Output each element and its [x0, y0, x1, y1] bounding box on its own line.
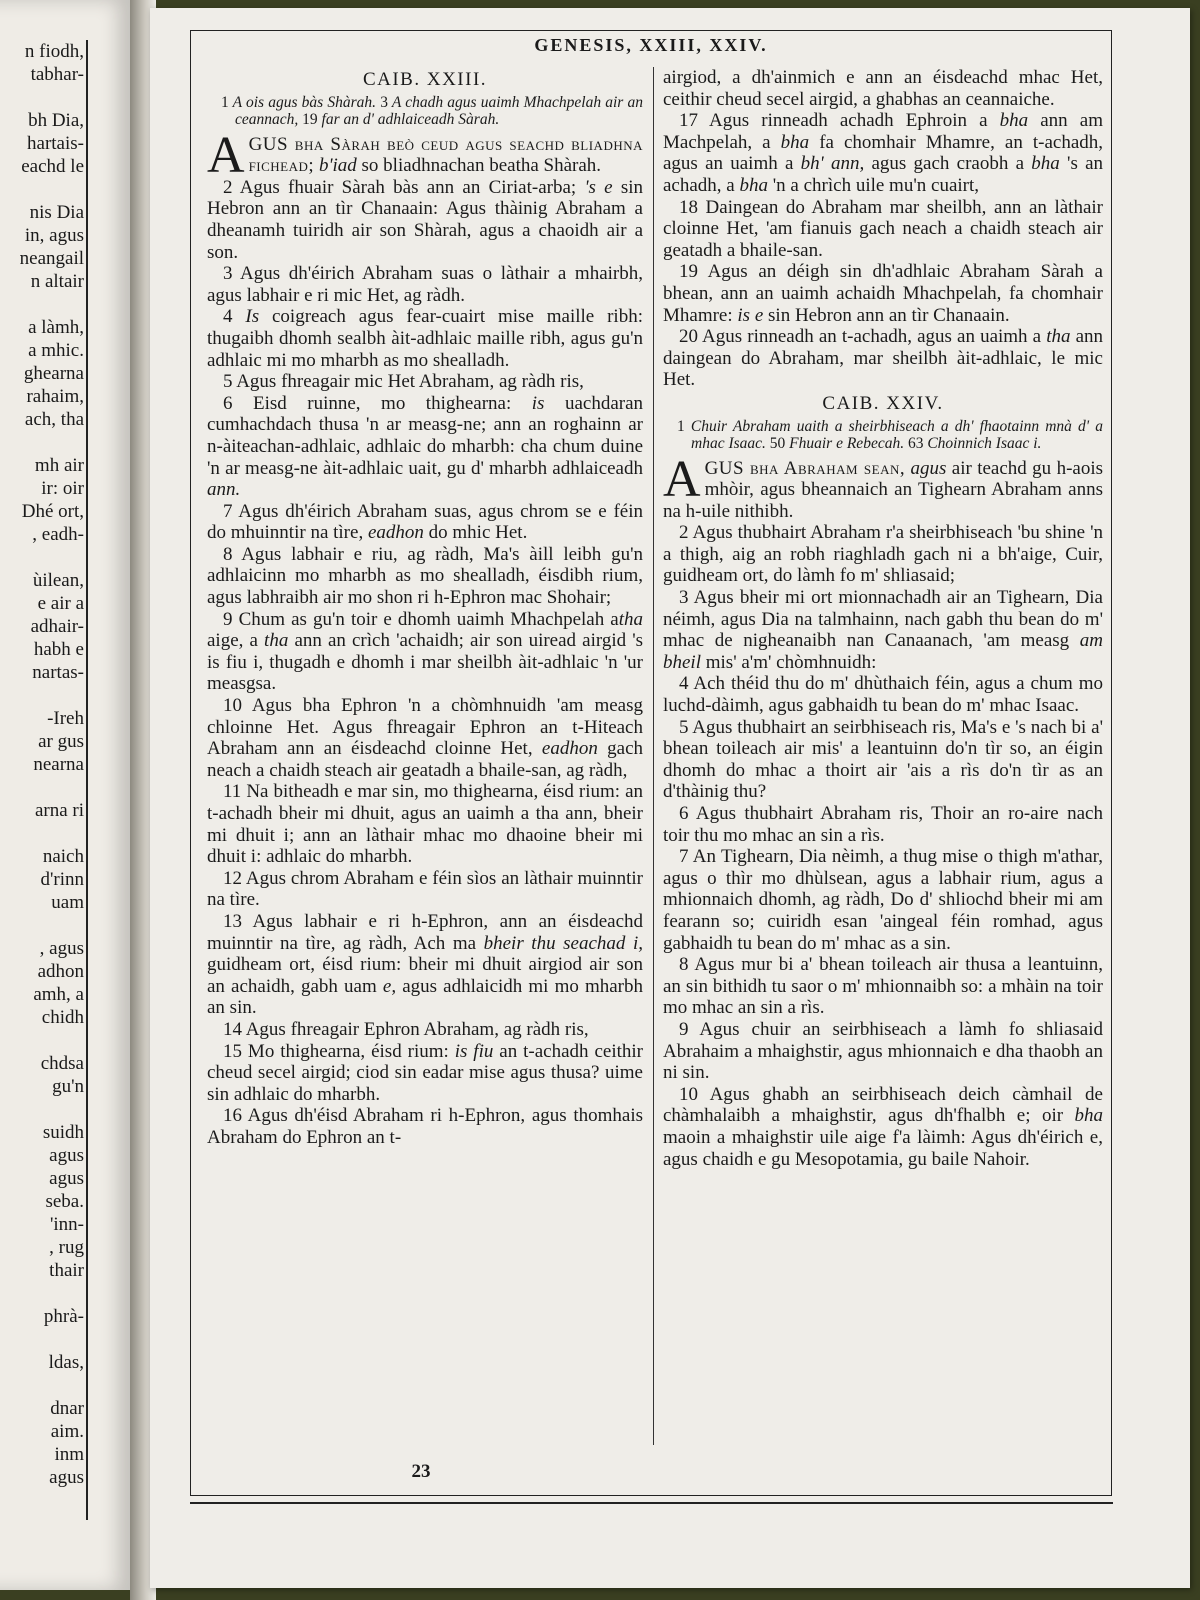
left-page-line: bh Dia,: [28, 110, 84, 131]
verse: 6 Agus thubhairt Abraham ris, Thoir an ro-aire nach toir thu mo mhac an sin a rìs.: [663, 803, 1103, 846]
left-page-line: agus: [49, 1168, 84, 1189]
verse: 9 Agus chuir an seirbhiseach a làmh fo shliasaid Abrahaim a mhaighstir, agus mhionnaich e dha thaobh an ni sin.: [663, 1018, 1103, 1084]
verse: 18 Daingean do Abraham mar sheilbh, ann an làthair cloinne Het, 'am fianuis gach neach a chaidh steach air geatadh a bhaile-san.: [663, 196, 1103, 261]
chapter-heading: CAIB. XXIII.: [362, 69, 488, 90]
left-page-line: chidh: [41, 1007, 84, 1028]
left-page-line: rahaim,: [26, 386, 84, 407]
left-page-line: n fiodh,: [24, 41, 84, 62]
left-page-line: mh air: [34, 455, 84, 476]
right-page: [150, 8, 1190, 1588]
left-page-line: [0, 914, 84, 937]
left-page-line: ar gus: [38, 731, 84, 752]
left-page-line: a làmh,: [28, 317, 84, 338]
left-page-line: suidh: [42, 1122, 84, 1143]
left-page-line: adhon: [37, 961, 84, 982]
verse: 13 Agus labhair e ri h-Ephron, ann an éisdeachd muinntir na tìre, ag ràdh, Ach ma bheir thu seachad i, guidheam ort, éisd rium: bheir mi dhuit airgiod air son an achaidh, gabh uam e, agus adhlaicidh mi mo mharbh an sin.: [207, 910, 644, 1019]
left-page-line: chdsa: [40, 1053, 84, 1074]
verse: 7 Agus dh'éirich Abraham suas, agus chrom se e féin do mhuinntir na tìre, eadhon do mhic Het.: [207, 500, 643, 544]
left-page-line: , eadh-: [32, 524, 84, 545]
verse: 4 Is coigreach agus fear-cuairt mise maille ribh: thugaibh dhomh sealbh àit-adhlaic maille ribh, agus gu'n adhlaic mi mo mharbh as mo shealladh.: [207, 306, 643, 371]
column-divider: [653, 67, 654, 1445]
verse: 20 Agus rinneadh an t-achadh, agus an uaimh a tha ann daingean do Abraham, mar sheilbh àit-adhlaic, le mic Het.: [663, 326, 1104, 391]
left-page-line: -Ireh: [47, 708, 84, 729]
chapter-summary: 1 Chuir Abraham uaith a sheirbhiseach a dh' fhaotainn mnà d' a mhac Isaac. 50 Fhuair e Rebecah. 63 Choinnich Isaac i.: [677, 417, 1104, 452]
verse: 4 Ach théid thu do m' dhùthaich féin, agus a chum mo luchd-dàimh, agus gabhaidh tu bean do m' mhac Isaac.: [663, 673, 1103, 717]
drop-cap: A: [207, 126, 245, 184]
left-page-line: agus: [49, 1145, 84, 1166]
verse: 6 Eisd ruinne, mo thighearna: is uachdaran cumhachdach thusa 'n ar measg-ne; ann an roghainn ar n-àiteachan-adhlaic, adhlaic do mharbh: cha chum duine 'n ar measg-ne àit-adhlaic uait, gu d' mharbh adhlaiceadh ann.: [207, 392, 644, 501]
left-page-line: , agus: [39, 938, 84, 959]
left-page-line: tabhar-: [30, 64, 84, 85]
left-page-line: dnar: [50, 1398, 84, 1419]
left-page: [0, 0, 133, 1590]
left-page-line: naich: [42, 846, 84, 867]
left-page-line: [0, 776, 84, 799]
left-page-line: d'rinn: [40, 869, 84, 890]
left-page-line: [0, 1029, 84, 1052]
left-page-line: adhair-: [30, 616, 84, 637]
verse: 5 Agus fhreagair mic Het Abraham, ag ràdh ris,: [223, 371, 584, 393]
left-page-line: ùilean,: [32, 570, 84, 591]
left-page-line: a mhic.: [28, 340, 84, 361]
chapter-heading: CAIB. XXIV.: [822, 392, 944, 414]
verse: 7 An Tighearn, Dia nèimh, a thug mise o thigh m'athar, agus o thìr mo dhùlsean, agus a labhair rium, agus a mhionnaich dhomh, ag ràdh, Do d' shliochd bheir mi am fearann so; cuiridh esan 'aingeal féin romhad, agus gabhaidh tu bean do m' mhac as a sin.: [663, 846, 1103, 954]
left-page-line: ir: oir: [41, 478, 84, 499]
running-head: GENESIS, XXIII, XXIV.: [534, 35, 768, 55]
left-page-line: hartais-: [27, 133, 84, 154]
left-page-line: [0, 1098, 84, 1121]
verse: AGUS bha Abraham sean, agus air teachd gu h-aois mhòir, agus bheannaich an Tighearn Abraham anns na h-uile nithibh.: [663, 450, 1103, 522]
verse-continuation: airgiod, a dh'ainmich e ann an éisdeachd mhac Het, ceithir cheud secel airgid, a ghabhas an ceannaiche.: [663, 67, 1103, 110]
left-page-line: , rug: [49, 1237, 84, 1258]
verse: 9 Chum as gu'n toir e dhomh uaimh Mhachpelah atha aige, a tha ann an crìch 'achaidh; air son uiread airgid 's is fiu i, thugadh e dhomh i mar sheilbh àit-adhlaic 'n 'ur measgsa.: [207, 608, 644, 695]
left-page-line: ldas,: [48, 1352, 84, 1373]
left-column: [207, 67, 643, 1149]
left-page-line: aim.: [50, 1421, 84, 1442]
left-page-line: eachd le: [21, 156, 84, 177]
left-page-line: [0, 293, 84, 316]
verse: 11 Na bitheadh e mar sin, mo thighearna, éisd rium: an t-achadh bheir mi dhuit, agus an uaimh a tha ann, bheir mi dhuit i; ann an làthair mhac mo dhaoine bheir mi dhuit i: adhlaic do mharbh.: [207, 781, 643, 868]
left-page-line: [0, 86, 84, 109]
left-page-line: seba.: [45, 1191, 84, 1212]
verse: 2 Agus thubhairt Abraham r'a sheirbhiseach 'bu shine 'n a thigh, aig an robh riaghladh gach ni a bh'aige, Cuir, guidheam ort, do làmh fo m' shliasaid;: [663, 522, 1103, 587]
verse: 3 Agus bheir mi ort mionnachadh air an Tighearn, Dia néimh, agus Dia na talmhainn, nach gabh thu bean do m' mhac de nigheanaibh nan Canaanach, 'am measg am bheil mis' a'm' chòmhnuidh:: [663, 587, 1103, 673]
verse: 8 Agus labhair e riu, ag ràdh, Ma's àill leibh gu'n adhlaicinn mo mharbh as mo shealladh, éisdibh rium, agus labhraibh air mo shon ri h-Ephron mac Shohair;: [207, 543, 643, 609]
left-page-line: e air a: [37, 593, 84, 614]
left-page-line: neangail: [19, 248, 84, 269]
verse: 10 Agus ghabh an seirbhiseach deich càmhail de chàmhalaibh a mhaighstir, agus dh'fhalbh e; oir bha maoin a mhaighstir uile aige f'a làimh: Agus dh'éirich e, agus chaidh e gu Mesopotamia, gu baile Nahoir.: [663, 1083, 1103, 1170]
left-page-line: ach, tha: [24, 409, 84, 430]
left-page-line: [0, 684, 84, 707]
verse: 3 Agus dh'éirich Abraham suas o làthair a mhairbh, agus labhair e ri mic Het, ag ràdh.: [207, 263, 643, 306]
left-page-line: nis Dia: [29, 202, 84, 223]
left-page-line: habh e: [33, 639, 84, 660]
frame-bottom-rule: [190, 1502, 1113, 1504]
left-page-line: 'inn-: [49, 1214, 84, 1235]
left-page-line: thair: [49, 1260, 84, 1281]
left-page-line: [0, 431, 84, 454]
left-page-line: [0, 822, 84, 845]
drop-cap: A: [663, 450, 701, 508]
left-page-line: Dhé ort,: [21, 501, 84, 522]
right-column: [663, 67, 1103, 1170]
verse: 8 Agus mur bi a' bhean toileach air thusa a leantuinn, an sin bithidh tu saor o m' mhionnaibh so: a mhàin na toir mo mhac an sin a rìs.: [663, 954, 1103, 1019]
left-page-line: [0, 178, 84, 201]
verse: 15 Mo thighearna, éisd rium: is fiu an t-achadh ceithir cheud secel airgid; ciod sin eadar mise agus thusa? uime sin adhlaic do mharbh.: [207, 1040, 643, 1105]
verse: AGUS bha Sàrah beò ceud agus seachd bliadhna fichead; b'iad so bliadhnachan beatha Shàrah.: [207, 126, 643, 184]
verse: 14 Agus fhreagair Ephron Abraham, ag ràdh ris,: [223, 1018, 589, 1040]
left-page-line: amh, a: [33, 984, 84, 1005]
left-page-line: arna ri: [34, 800, 84, 821]
verse: 12 Agus chrom Abraham e féin sìos an làthair muinntir na tìre.: [207, 867, 643, 911]
verse: 10 Agus bha Ephron 'n a chòmhnuidh 'am measg chloinne Het. Agus fhreagair Ephron an t-Hiteach Abraham ann an éisdeachd cloinne Het, eadhon gach neach a chaidh steach air geatadh a bhaile-san, ag ràdh,: [207, 695, 644, 781]
page-number: 23: [411, 1461, 431, 1482]
left-page-line: inm: [54, 1444, 84, 1465]
left-page-line: [0, 1328, 84, 1351]
verse: 2 Agus fhuair Sàrah bàs ann an Ciriat-arba; 's e sin Hebron ann an tìr Chanaain: Agus thàinig Abraham a dheanamh tuiridh air son Shàrah, agus a chaoidh air a son.: [207, 176, 644, 263]
left-page-line: ghearna: [23, 363, 84, 384]
left-page-rule: [86, 40, 88, 1520]
verse: 17 Agus rinneadh achadh Ephroin a bha ann am Machpelah, a bha fa chomhair Mhamre, an t-achadh, agus an uaimh a bh' ann, agus gach craobh a bha 's an achadh, a bha 'n a chrìch uile mu'n cuairt,: [663, 110, 1104, 196]
page-frame: [190, 30, 1112, 1496]
left-page-line: gu'n: [52, 1076, 84, 1097]
left-page-line: nartas-: [32, 662, 84, 683]
left-page-line: nearna: [33, 754, 84, 775]
left-page-text: [0, 40, 84, 1489]
verse: 16 Agus dh'éisd Abraham ri h-Ephron, agus thomhais Abraham do Ephron an t-: [207, 1105, 643, 1148]
left-page-line: [0, 1282, 84, 1305]
left-page-line: agus: [49, 1467, 84, 1488]
verse: 5 Agus thubhairt an seirbhiseach ris, Ma's e 's nach bi a' bhean toileach air mis' a leantuinn do'n tìr so, an éigin dhomh do mhac a thoirt air 'ais a rìs do'n tìr as an d'thàinig thu?: [663, 716, 1103, 803]
left-page-line: in, agus: [24, 225, 84, 246]
chapter-summary: 1 A ois agus bàs Shàrah. 3 A chadh agus uaimh Mhachpelah air an ceannach, 19 far an d' adhlaiceadh Sàrah.: [221, 93, 643, 128]
left-page-line: uam: [51, 892, 84, 913]
left-page-line: phrà-: [43, 1306, 84, 1327]
left-page-line: n altair: [30, 271, 84, 292]
left-page-line: [0, 1374, 84, 1397]
left-page-line: [0, 546, 84, 569]
verse: 19 Agus an déigh sin dh'adhlaic Abraham Sàrah a bhean, ann an uaimh achaidh Mhachpelah, fa chomhair Mhamre: is e sin Hebron ann an tìr Chanaain.: [663, 261, 1103, 326]
